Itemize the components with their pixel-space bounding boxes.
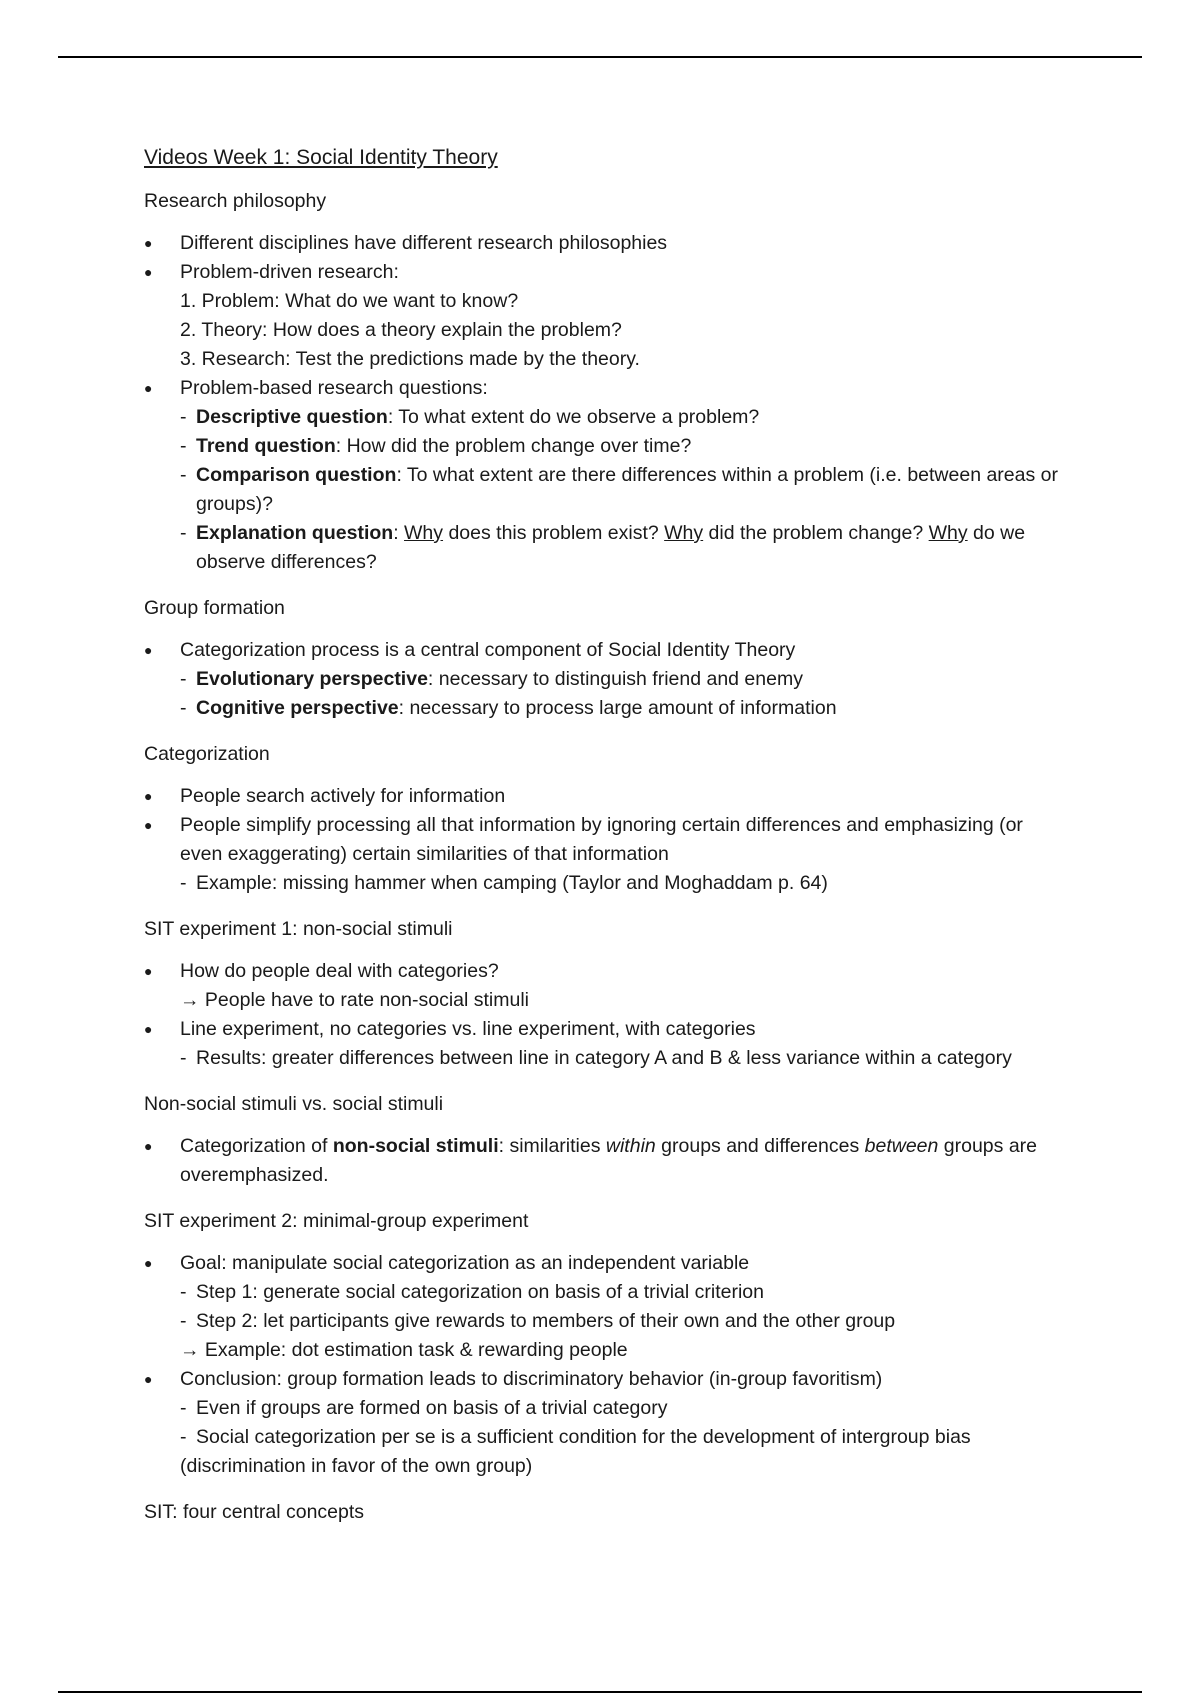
dash-icon: - <box>180 1310 187 1332</box>
sub-item-text: : To what extent do we observe a problem? <box>387 406 760 428</box>
sub-item-text: does this problem exist? <box>443 522 665 544</box>
dash-icon: - <box>180 697 187 719</box>
dash-icon: - <box>180 464 187 486</box>
list-item <box>144 811 1064 898</box>
categorization-list <box>144 782 1064 898</box>
list-item <box>144 957 1064 1015</box>
sub-item <box>180 432 1064 461</box>
bullet-icon: ● <box>144 1371 153 1387</box>
bullet-icon: ● <box>144 1138 153 1154</box>
sub-item <box>180 1394 1064 1423</box>
dash-icon: - <box>180 522 187 544</box>
sub-item-text: Even if groups are formed on basis of a trivial category <box>196 1397 668 1419</box>
bullet-icon: ● <box>144 264 153 280</box>
emphasis: between <box>864 1135 939 1157</box>
term: Explanation question <box>196 522 394 544</box>
list-item <box>144 636 1064 723</box>
bullet-icon: ● <box>144 1021 153 1037</box>
list-item <box>144 1132 1064 1190</box>
list-item-text: Problem-based research questions: <box>180 377 488 399</box>
list-item-text: People search actively for information <box>180 785 506 807</box>
list-item-text: Different disciplines have different research philosophies <box>180 232 668 254</box>
list-item-text: Categorization of <box>180 1135 333 1157</box>
sub-item <box>180 869 1064 898</box>
list-item-text: groups and differences <box>655 1135 865 1157</box>
list-item-text: Line experiment, no categories vs. line experiment, with categories <box>180 1018 756 1040</box>
list-item-text: groups are overemphasized. <box>180 1135 1038 1186</box>
list-item-text: How do people deal with categories? <box>180 960 499 982</box>
term: Cognitive perspective <box>196 697 399 719</box>
sub-item <box>180 461 1064 519</box>
dash-icon: - <box>180 435 187 457</box>
bullet-icon: ● <box>144 1255 153 1271</box>
dash-icon: - <box>180 1397 187 1419</box>
list-item <box>144 1249 1064 1365</box>
term: Evolutionary perspective <box>196 668 428 690</box>
dash-icon: - <box>180 872 187 894</box>
sub-item-text: Social categorization per se is a sufficient condition for the development of intergroup bias <box>196 1426 971 1448</box>
group-formation-list <box>144 636 1064 723</box>
dash-icon: - <box>180 668 187 690</box>
sub-item <box>180 694 1064 723</box>
sub-item-text: Example: missing hammer when camping (Taylor and Moghaddam p. 64) <box>196 872 828 894</box>
sub-item <box>180 665 1064 694</box>
sub-item-text: do we observe differences? <box>196 522 1026 573</box>
sit-experiment-2-list <box>144 1249 1064 1481</box>
list-item <box>144 1365 1064 1481</box>
list-item-text: Conclusion: group formation leads to discriminatory behavior (in-group favoritism) <box>180 1368 883 1390</box>
term: Descriptive question <box>196 406 388 428</box>
research-philosophy-list <box>144 229 1064 577</box>
list-item <box>144 258 1064 374</box>
numbered-step: 1. Problem: What do we want to know? <box>180 290 519 312</box>
list-item <box>144 1015 1064 1073</box>
sub-item-text: Step 2: let participants give rewards to members of their own and the other group <box>196 1310 896 1332</box>
sub-item-text: : To what extent are there differences within a problem (i.e. between areas or groups)? <box>196 464 1058 515</box>
header-rule <box>58 56 1142 58</box>
section-heading-four-central-concepts: SIT: four central concepts <box>144 1501 365 1523</box>
emphasis: Why <box>664 522 704 544</box>
section-heading-sit-experiment-2: SIT experiment 2: minimal-group experiment <box>144 1210 529 1232</box>
emphasis: Why <box>928 522 968 544</box>
list-item-text: Categorization process is a central component of Social Identity Theory <box>180 639 796 661</box>
bullet-icon: ● <box>144 788 153 804</box>
emphasis: within <box>605 1135 656 1157</box>
document-title: Videos Week 1: Social Identity Theory <box>144 146 498 169</box>
sub-item-text: : How did the problem change over time? <box>335 435 692 457</box>
bullet-icon: ● <box>144 642 153 658</box>
sub-item-text: : necessary to process large amount of information <box>398 697 837 719</box>
numbered-step: 2. Theory: How does a theory explain the problem? <box>180 319 622 341</box>
arrow-note: → People have to rate non-social stimuli <box>180 989 530 1011</box>
list-item-text: Problem-driven research: <box>180 261 399 283</box>
list-item <box>144 229 1064 258</box>
term: non-social stimuli <box>332 1135 499 1157</box>
sub-item <box>180 1307 1064 1336</box>
list-item-text: Goal: manipulate social categorization as an independent variable <box>180 1252 750 1274</box>
section-heading-sit-experiment-1: SIT experiment 1: non-social stimuli <box>144 918 453 940</box>
section-heading-categorization: Categorization <box>144 743 270 765</box>
bullet-icon: ● <box>144 963 153 979</box>
term: Comparison question <box>196 464 397 486</box>
dash-icon: - <box>180 406 187 428</box>
bullet-icon: ● <box>144 380 153 396</box>
section-heading-non-social-vs-social: Non-social stimuli vs. social stimuli <box>144 1093 444 1115</box>
sub-item-text: : <box>393 522 405 544</box>
non-social-list <box>144 1132 1064 1190</box>
sub-item-text: Step 1: generate social categorization on basis of a trivial criterion <box>196 1281 764 1303</box>
sit-experiment-1-list <box>144 957 1064 1073</box>
list-item-text: : similarities <box>498 1135 606 1157</box>
sub-item <box>180 519 1064 577</box>
sub-item <box>180 403 1064 432</box>
bullet-icon: ● <box>144 817 153 833</box>
list-item <box>144 374 1064 577</box>
list-item-text: People simplify processing all that information by ignoring certain differences and emphasizing (or even exaggerating) certain similarities of that information <box>180 814 1023 865</box>
sub-item-text: : necessary to distinguish friend and enemy <box>427 668 803 690</box>
footer-rule <box>58 1691 1142 1693</box>
emphasis: Why <box>404 522 444 544</box>
bullet-icon: ● <box>144 235 153 251</box>
document-page <box>144 143 1064 1540</box>
list-item <box>144 782 1064 811</box>
term: Trend question <box>196 435 336 457</box>
dash-icon: - <box>180 1047 187 1069</box>
sub-item-text: Results: greater differences between line in category A and B & less variance within a category <box>196 1047 1012 1069</box>
numbered-step: 3. Research: Test the predictions made by the theory. <box>180 348 640 370</box>
dash-icon: - <box>180 1281 187 1303</box>
sub-item <box>180 1278 1064 1307</box>
sub-item <box>180 1044 1064 1073</box>
sub-item <box>180 1423 1064 1452</box>
section-heading-group-formation: Group formation <box>144 597 285 619</box>
section-heading-research-philosophy: Research philosophy <box>144 190 327 212</box>
arrow-note: → Example: dot estimation task & rewarding people <box>180 1339 628 1361</box>
dash-icon: - <box>180 1426 187 1448</box>
sub-item-continuation: (discrimination in favor of the own group) <box>180 1455 533 1477</box>
sub-item-text: did the problem change? <box>703 522 929 544</box>
